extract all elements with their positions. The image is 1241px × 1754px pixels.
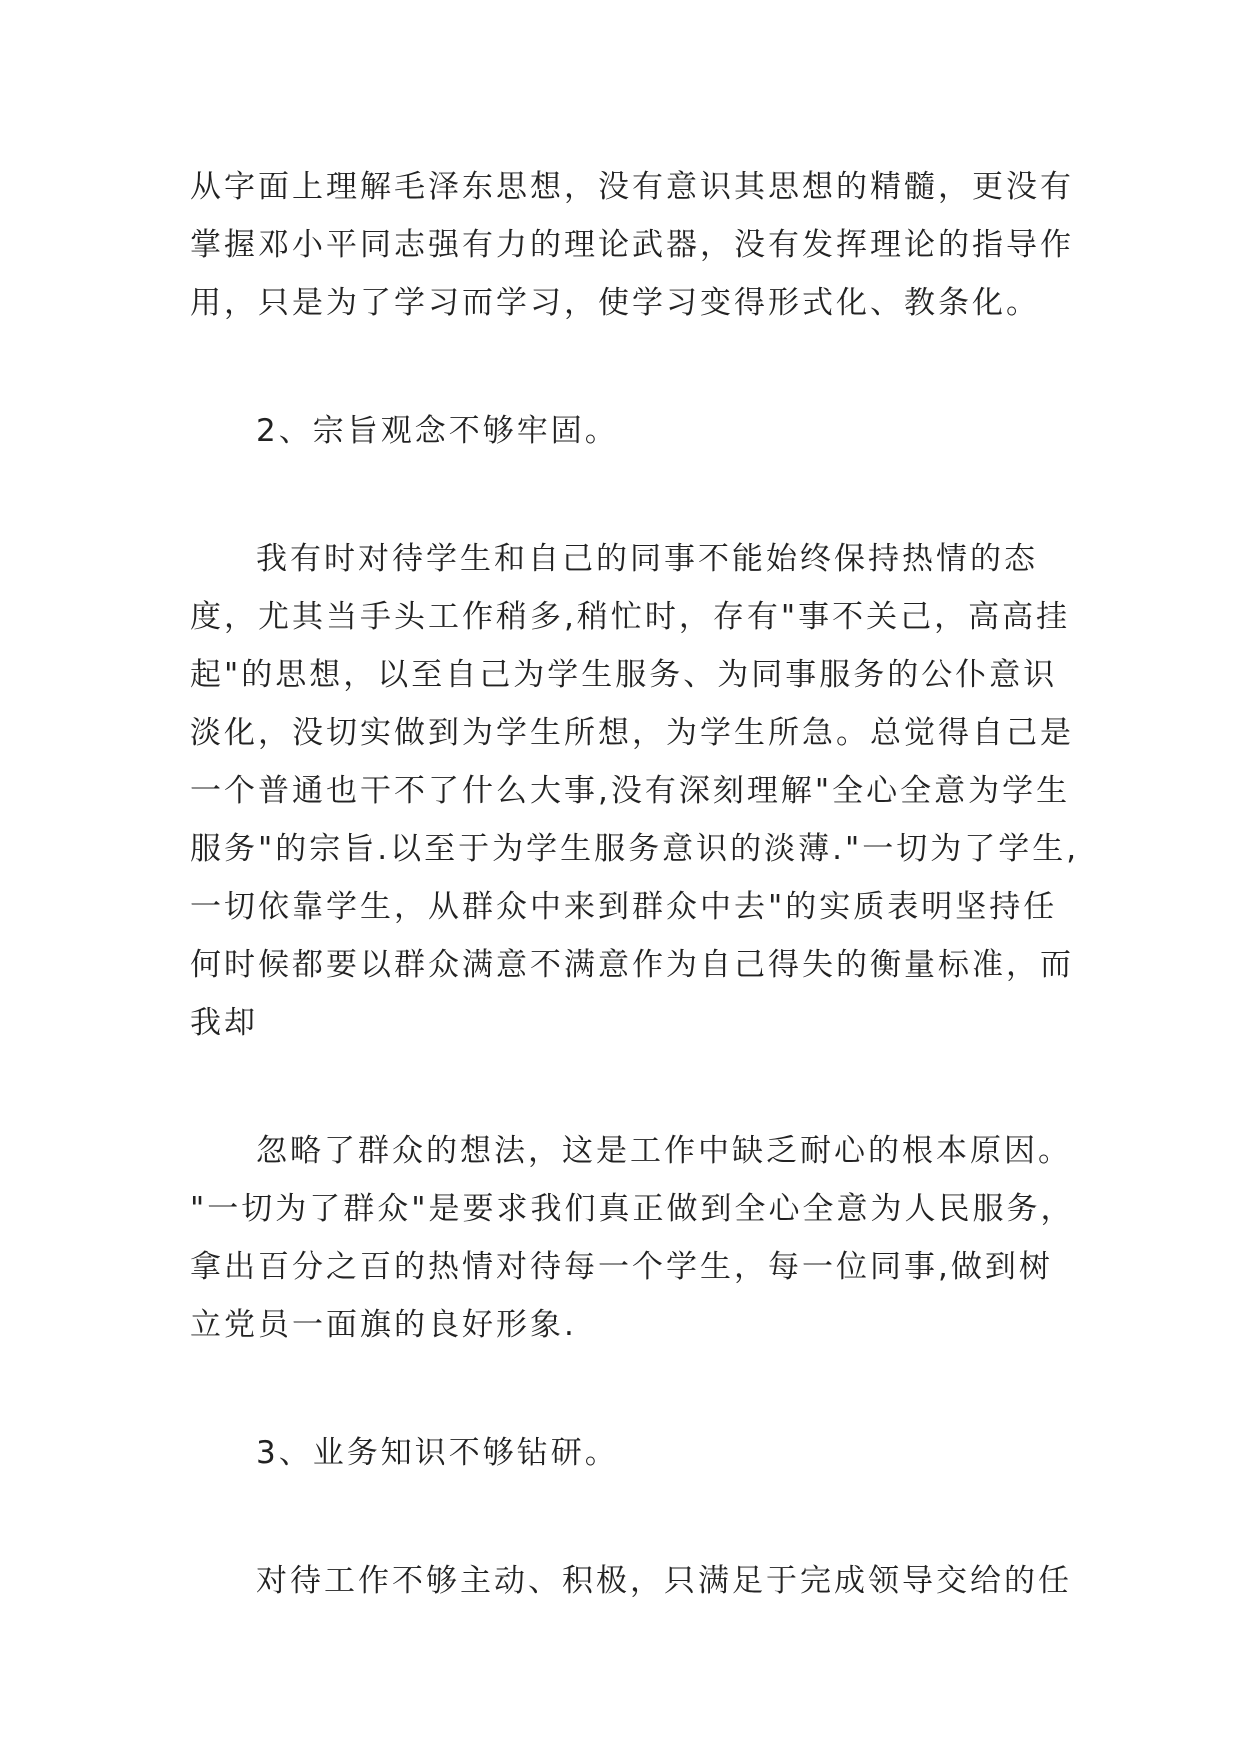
text-line: 忽略了群众的想法，这是工作中缺乏耐心的根本原因。 (256, 1133, 1072, 1169)
text-line: 我有时对待学生和自己的同事不能始终保持热情的态 (256, 541, 1038, 577)
paragraph-spacer (190, 1354, 1060, 1424)
text-line: 拿出百分之百的热情对待每一个学生，每一位同事,做到树 (190, 1249, 1053, 1285)
text-line: 一个普通也干不了什么大事,没有深刻理解"全心全意为学生 (190, 773, 1071, 809)
text-line: 立党员一面旗的良好形象. (190, 1307, 577, 1343)
paragraph-spacer (190, 1052, 1060, 1122)
section-heading-3: 3、业务知识不够钻研。 (256, 1435, 619, 1471)
paragraph-4 (190, 1552, 1072, 1610)
text-line: 对待工作不够主动、积极，只满足于完成领导交给的任 (256, 1563, 1072, 1599)
document-body (190, 158, 1080, 1610)
section-heading-2: 2、宗旨观念不够牢固。 (256, 413, 619, 449)
text-line: "一切为了群众"是要求我们真正做到全心全意为人民服务， (190, 1191, 1075, 1227)
paragraph-2 (190, 530, 1080, 1052)
text-line: 掌握邓小平同志强有力的理论武器，没有发挥理论的指导作 (190, 227, 1074, 263)
paragraph-1 (190, 158, 1074, 332)
paragraph-spacer (190, 1482, 1060, 1552)
text-line: 从字面上理解毛泽东思想，没有意识其思想的精髓，更没有 (190, 169, 1074, 205)
text-line: 我却 (190, 1005, 258, 1041)
text-line: 何时候都要以群众满意不满意作为自己得失的衡量标准，而 (190, 947, 1074, 983)
text-line: 服务"的宗旨.以至于为学生服务意识的淡薄."一切为了学生, (190, 831, 1080, 867)
text-line: 起"的思想，以至自己为学生服务、为同事服务的公仆意识 (190, 657, 1058, 693)
paragraph-spacer (190, 460, 1060, 530)
text-line: 度，尤其当手头工作稍多,稍忙时，存有"事不关己，高高挂 (190, 599, 1071, 635)
text-line: 淡化，没切实做到为学生所想，为学生所急。总觉得自己是 (190, 715, 1074, 751)
text-line: 用，只是为了学习而学习，使学习变得形式化、教条化。 (190, 285, 1040, 321)
paragraph-3 (190, 1122, 1075, 1354)
text-line: 一切依靠学生，从群众中来到群众中去"的实质表明坚持任 (190, 889, 1058, 925)
paragraph-spacer (190, 332, 1060, 402)
